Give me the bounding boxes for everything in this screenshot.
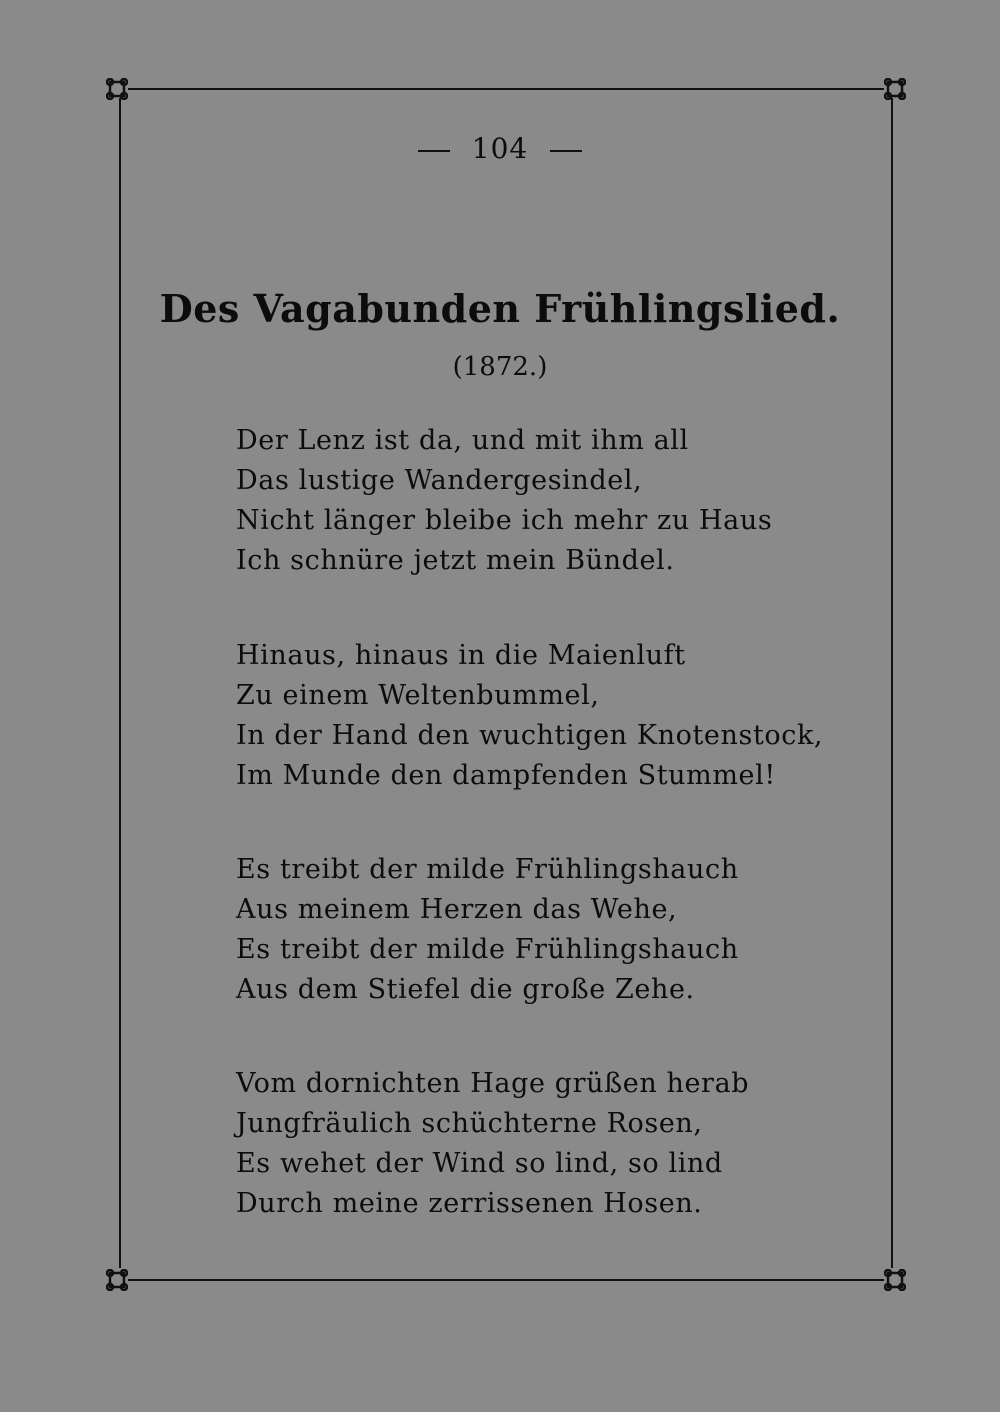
frame-right-rule [891,98,893,1268]
page-number [0,132,1000,165]
frame-top-rule [128,88,884,90]
stanza-1 [236,421,856,581]
stanza-4 [236,1064,856,1224]
verse-line: Im Munde den dampfenden Stummel! [236,760,776,791]
stanza-2 [236,636,856,796]
verse-line: Aus meinem Herzen das Wehe, [236,894,678,925]
verse-line: Zu einem Weltenbummel, [236,680,600,711]
verse-line: Hinaus, hinaus in die Maienluft [236,640,686,671]
verse-line: Nicht länger bleibe ich mehr zu Haus [236,505,773,536]
knot-ornament-icon [106,1269,128,1291]
verse-line: Vom dornichten Hage grüßen herab [236,1068,750,1099]
dash-left [418,150,450,152]
dash-right [550,150,582,152]
verse-line: In der Hand den wuchtigen Knotenstock, [236,720,824,751]
frame-left-rule [119,98,121,1268]
frame-bottom-rule [128,1279,884,1281]
knot-ornament-icon [884,78,906,100]
verse-line: Aus dem Stiefel die große Zehe. [236,974,695,1005]
verse-line: Es treibt der milde Frühlingshauch [236,934,739,965]
verse-line: Jungfräulich schüchterne Rosen, [236,1108,703,1139]
poem-title: Des Vagabunden Frühlingslied. [159,286,841,331]
knot-ornament-icon [106,78,128,100]
verse-line: Ich schnüre jetzt mein Bündel. [236,545,675,576]
verse-line: Das lustige Wandergesindel, [236,465,643,496]
verse-line: Es treibt der milde Frühlingshauch [236,854,739,885]
page-number-text: 104 [471,132,529,165]
poem-year: (1872.) [452,352,548,382]
stanza-3 [236,850,856,1010]
knot-ornament-icon [884,1269,906,1291]
verse-line: Durch meine zerrissenen Hosen. [236,1188,703,1219]
verse-line: Es wehet der Wind so lind, so lind [236,1148,723,1179]
verse-line: Der Lenz ist da, und mit ihm all [236,425,689,456]
